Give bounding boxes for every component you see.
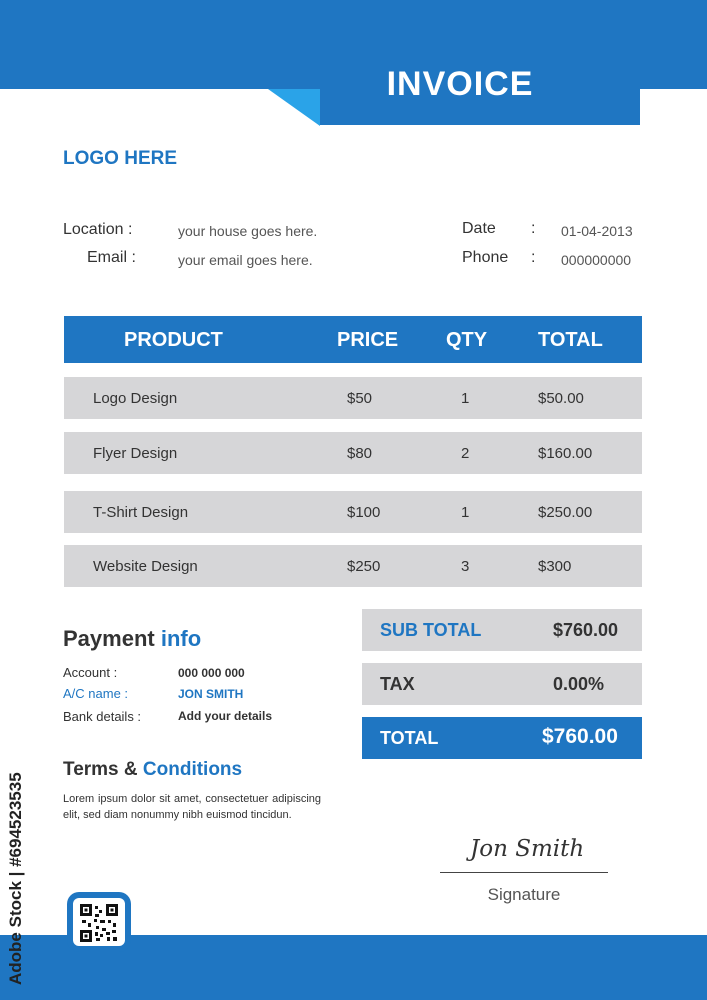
payment-info-heading [63,626,201,652]
date-colon: : [531,220,536,237]
cell-qty: 1 [461,504,470,521]
table-header [64,316,642,363]
signature-label: Signature [487,885,561,904]
col-header-qty: QTY [446,329,488,351]
payment-heading-part2: info [160,626,202,651]
table-row [64,545,642,587]
cell-total: $160.00 [538,445,593,462]
cell-total: $50.00 [538,390,584,407]
cell-total: $250.00 [538,504,593,521]
signature-line [440,872,608,873]
col-header-product: PRODUCT [124,329,223,351]
account-value: 000 000 000 [178,666,245,680]
subtotal-label: SUB TOTAL [380,620,482,640]
qr-code-icon [80,904,118,942]
terms-heading-part1: Terms & [63,759,138,780]
stock-credit: Adobe Stock | #694523535 [6,772,25,985]
phone-label: Phone [462,249,509,266]
total-label: TOTAL [380,728,439,748]
email-label: Email : [87,249,136,266]
account-label: Account : [63,665,118,680]
phone-value: 000000000 [561,252,632,268]
subtotal-row [362,609,642,651]
cell-qty: 1 [461,390,470,407]
signature-script: Jon Smith [470,836,585,862]
location-label: Location : [63,221,133,238]
terms-text: Lorem ipsum dolor sit amet, consectetuer adipiscing elit, sed diam nonummy nibh euismod tincidun. [63,793,321,821]
location-value: your house goes here. [178,223,318,239]
tax-row [362,663,642,705]
cell-product: Flyer Design [93,445,178,462]
cell-total: $300 [538,558,572,575]
date-value: 01-04-2013 [561,223,633,239]
table-row [64,377,642,419]
cell-price: $50 [347,390,373,407]
bank-details-label: Bank details : [63,709,142,724]
table-row [64,491,642,533]
invoice-title: INVOICE [386,65,534,103]
cell-product: T-Shirt Design [93,504,189,521]
tax-value: 0.00% [553,674,605,694]
total-row [362,717,642,759]
ac-name-value: JON SMITH [178,687,244,701]
cell-qty: 3 [461,558,470,575]
terms-heading [63,759,242,781]
total-value: $760.00 [542,725,618,748]
cell-price: $100 [347,504,381,521]
phone-colon: : [531,249,536,266]
col-header-price: PRICE [337,329,399,351]
cell-qty: 2 [461,445,470,462]
date-label: Date [462,220,496,237]
tax-label: TAX [380,674,415,694]
subtotal-value: $760.00 [553,620,619,640]
ac-name-label: A/C name : [63,686,129,701]
col-header-total: TOTAL [538,329,603,351]
header-corner-accent [268,89,322,126]
email-value: your email goes here. [178,252,313,268]
cell-price: $250 [347,558,381,575]
terms-heading-part2: Conditions [142,759,243,780]
table-row [64,432,642,474]
cell-price: $80 [347,445,373,462]
cell-product: Logo Design [93,390,178,407]
payment-heading-part1: Payment [63,626,155,651]
cell-product: Website Design [93,558,198,575]
logo-placeholder: LOGO HERE [63,148,178,169]
bank-details-value: Add your details [178,709,273,723]
